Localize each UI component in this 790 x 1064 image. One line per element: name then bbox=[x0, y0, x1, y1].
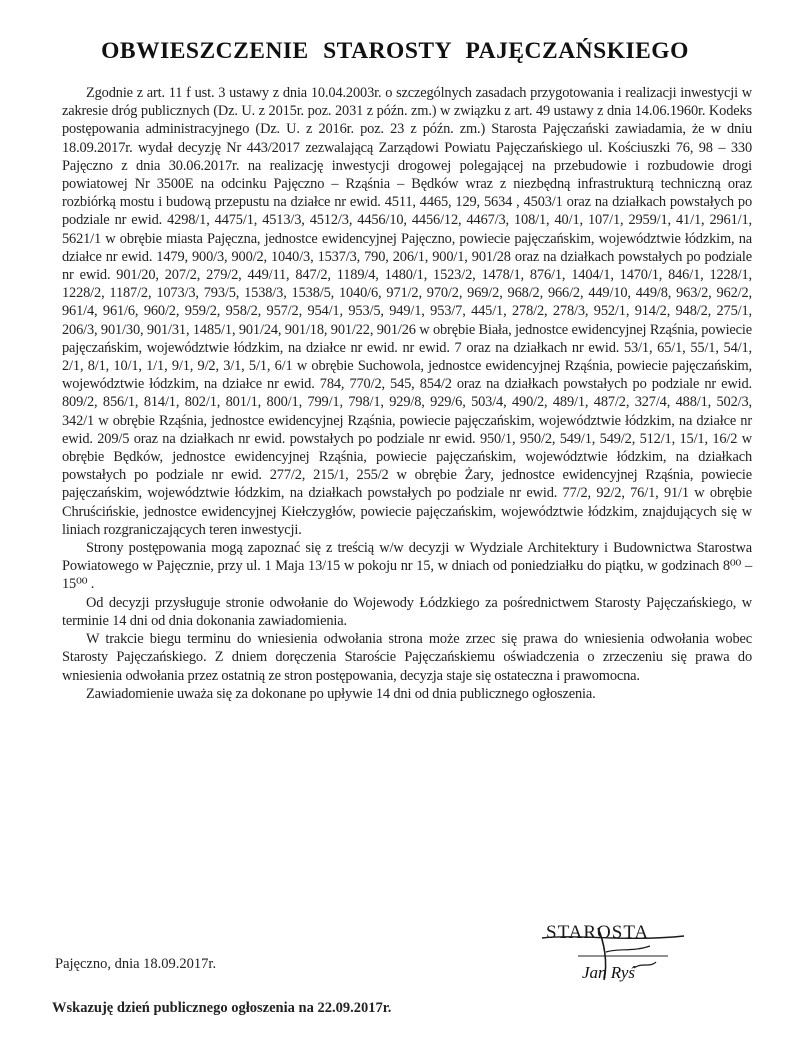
svg-text:Jan Ryś: Jan Ryś bbox=[582, 963, 636, 982]
stamp-label: STAROSTA bbox=[546, 922, 650, 943]
document-body bbox=[62, 84, 752, 703]
paragraph-notice-effective: Zawiadomienie uważa się za dokonane po upływie 14 dni od dnia publicznego ogłoszenia. bbox=[86, 685, 596, 702]
paragraph-access: Strony postępowania mogą zapoznać się z treścią w/w decyzji w Wydziale Architektury i Budownictwa Starostwa Powiatowego w Pajęcznie, przy ul. 1 Maja 13/15 w pokoju nr 15, w dniach od poniedziałku do piątku, w godzinach 8⁰⁰ – 15⁰⁰ . bbox=[62, 540, 752, 593]
document-title: OBWIESZCZENIE STAROSTY PAJĘCZAŃSKIEGO bbox=[101, 38, 689, 64]
paragraph-decision: Zgodnie z art. 11 f ust. 3 ustawy z dnia 10.04.2003r. o szczególnych zasadach przygotowania i realizacji inwestycji w zakresie dróg publicznych (Dz. U. z 2015r. poz. 2031 z późn. zm.) w związku z art. 49 ustawy z dnia 14.06.1960r. Kodeks postępowania administracyjnego (Dz. U. z 2016r. poz. 23 z późn. zm.) Starosta Pajęczański zawiadamia, że w dniu 18.09.2017r. wydał decyzję Nr 443/2017 zezwalającą Zarządowi Powiatu Pajęczańskiego ul. Kościuszki 76, 98 – 330 Pajęczno z dnia 30.06.2017r. na realizację inwestycji drogowej polegającej na przebudowie i rozbudowie drogi powiatowej Nr 3500E na odcinku Pajęczno – Rząśnia – Będków wraz z niezbędną infrastrukturą techniczną oraz rozbiórką mostu i budową przepustu na działce nr ewid. 4511, 4465, 129, 5634 , 4503/1 oraz na działkach powstałych po podziale nr ewid. 4298/1, 4475/1, 4513/3, 4512/3, 4456/10, 4456/12, 4467/3, 108/1, 40/1, 107/1, 2959/1, 41/1, 2961/1, 5621/1 w obrębie miasta Pajęczna, jednostce ewidencyjnej Pajęczno, powiecie pajęczańskim, województwie łódzkim, na działce nr ewid. 1479, 900/3, 900/2, 1040/3, 1537/3, 790, 206/1, 900/1, 901/28 oraz na działkach powstałych po podziale nr ewid. 901/20, 207/2, 279/2, 449/11, 847/2, 1189/4, 1480/1, 1523/2, 1478/1, 876/1, 1404/1, 1470/1, 846/1, 1228/1, 1228/2, 1187/2, 1073/3, 793/5, 1538/3, 1538/5, 1040/6, 971/2, 970/2, 969/2, 968/2, 966/2, 449/10, 449/8, 963/2, 962/2, 961/4, 961/6, 960/2, 959/2, 958/2, 957/2, 954/1, 953/5, 949/1, 953/7, 445/1, 278/2, 278/3, 952/1, 914/2, 948/2, 275/1, 206/3, 901/30, 901/31, 1485/1, 901/24, 901/18, 901/22, 901/26 w obrębie Biała, jednostce ewidencyjnej Rząśnia, powiecie pajęczańskim, województwie łódzkim, na działce nr ewid. nr ewid. 7 oraz na działkach nr ewid. 53/1, 65/1, 55/1, 54/1, 2/1, 8/1, 10/1, 1/1, 9/1, 9/2, 3/1, 5/1, 6/1 w obrębie Suchowola, jednostce ewidencyjnej Rząśnia, powiecie pajęczańskim, województwie łódzkim, na działce nr ewid. 784, 770/2, 545, 854/2 oraz na działkach powstałych po podziale nr ewid. 809/2, 856/1, 814/1, 802/1, 801/1, 800/1, 799/1, 798/1, 929/8, 929/6, 503/4, 490/2, 489/1, 487/2, 327/4, 488/1, 502/3, 342/1 w obrębie Rząśnia, jednostce ewidencyjnej Rząśnia, powiecie pajęczańskim, województwie łódzkim, na działce nr ewid. 209/5 oraz na działkach nr ewid. powstałych po podziale nr ewid. 950/1, 950/2, 549/1, 549/2, 512/1, 15/1, 16/2 w obrębie Będków, jednostce ewidencyjnej Rząśnia, powiecie pajęczańskim, województwie łódzkim, na działkach powstałych po podziale nr ewid. 277/2, 215/1, 255/2 w obrębie Żary, jednostce ewidencyjnej Rząśnia, powiecie pajęczańskim, województwie łódzkim, na działkach powstałych po podziale nr ewid. 77/2, 92/2, 76/1, 91/1 w obrębie Chruścińskie, jednostce ewidencyjnej Kiełczygłów, powiecie pajęczańskim, województwie łódzkim, znajdujących się w liniach rozgraniczających teren inwestycji. bbox=[62, 85, 752, 538]
paragraph-waiver: W trakcie biegu terminu do wniesienia odwołania strona może zrzec się prawa do wniesienia odwołania wobec Starosty Pajęczańskiego. Z dniem doręczenia Staroście Pajęczańskiemu oświadczenia o zrzeczeniu się prawa do wniesienia odwołania przez ostatnią ze stron postępowania, decyzja staje się ostateczna i prawomocna. bbox=[62, 631, 752, 684]
signature-stamp bbox=[538, 922, 688, 992]
publication-date-note: Wskazuję dzień publicznego ogłoszenia na 22.09.2017r. bbox=[52, 1000, 392, 1016]
paragraph-appeal: Od decyzji przysługuje stronie odwołanie do Wojewody Łódzkiego za pośrednictwem Starosty Pajęczańskiego, w terminie 14 dni od dnia dokonania zawiadomienia. bbox=[62, 594, 752, 629]
handwritten-signature bbox=[538, 922, 688, 992]
place-and-date: Pajęczno, dnia 18.09.2017r. bbox=[55, 956, 217, 972]
